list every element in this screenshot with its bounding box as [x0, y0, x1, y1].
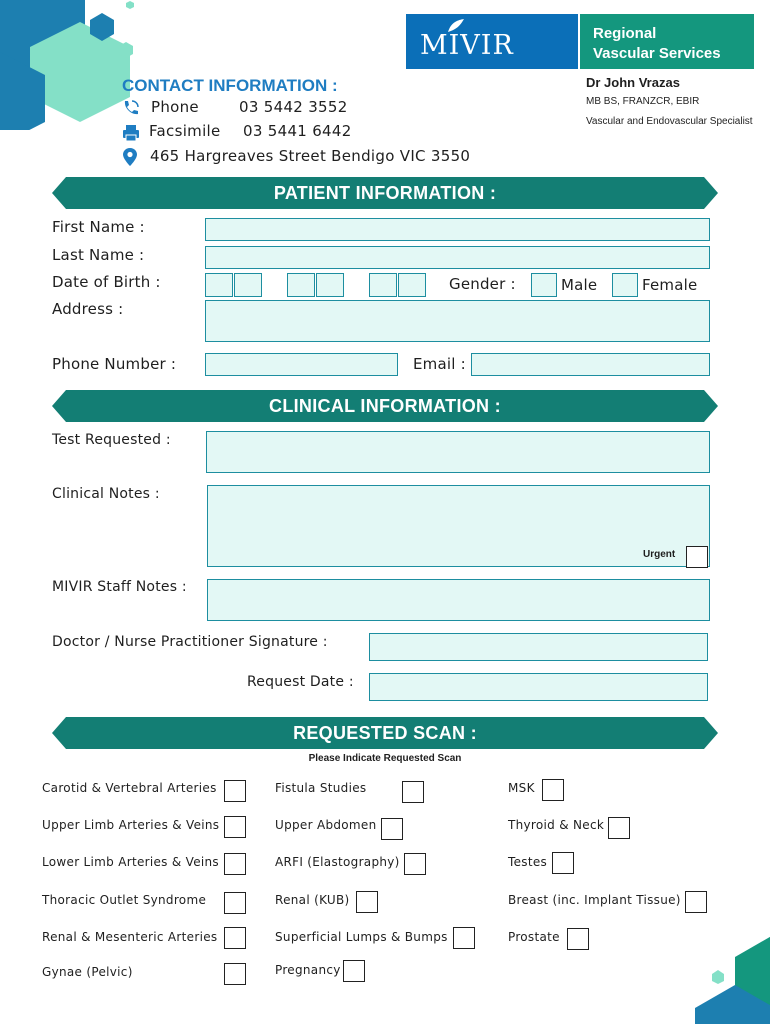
first-name-field[interactable] [205, 218, 710, 241]
phone-number-field[interactable] [205, 353, 398, 376]
dob-month-digit-2[interactable] [316, 273, 344, 297]
service-line1: Regional [593, 25, 657, 42]
request-date-field[interactable] [369, 673, 708, 701]
scan-checkbox-carotid[interactable] [224, 780, 246, 802]
staff-notes-field[interactable] [207, 579, 710, 621]
location-pin-icon [122, 147, 138, 167]
last-name-field[interactable] [205, 246, 710, 269]
clinical-notes-label: Clinical Notes : [52, 486, 160, 502]
dob-day-digit-2[interactable] [234, 273, 262, 297]
decor-hexagons-bottom [690, 920, 770, 1024]
scan-label: Renal & Mesenteric Arteries [42, 930, 218, 944]
phone-value: 03 5442 3552 [239, 98, 348, 116]
scan-label: Superficial Lumps & Bumps [275, 930, 448, 944]
patient-info-banner [52, 177, 718, 209]
patient-info-heading: PATIENT INFORMATION : [273, 183, 497, 203]
email-field[interactable] [471, 353, 710, 376]
scan-checkbox-renal-mesenteric[interactable] [224, 927, 246, 949]
scan-checkbox-arfi[interactable] [404, 853, 426, 875]
signature-field[interactable] [369, 633, 708, 661]
scan-label: Thoracic Outlet Syndrome [42, 893, 207, 907]
scan-checkbox-thyroid[interactable] [608, 817, 630, 839]
address-field[interactable] [205, 300, 710, 342]
scan-label: Thyroid & Neck [508, 818, 605, 832]
dob-label: Date of Birth : [52, 273, 161, 291]
phone-icon [121, 99, 141, 117]
dob-year-digit-2[interactable] [398, 273, 426, 297]
address-text: 465 Hargreaves Street Bendigo VIC 3550 [150, 147, 471, 165]
female-label: Female [642, 276, 698, 294]
phone-label: Phone [151, 98, 199, 116]
scan-label: Carotid & Vertebral Arteries [42, 781, 217, 795]
fax-icon [121, 124, 141, 142]
scan-label: ARFI (Elastography) [275, 855, 400, 869]
scan-label: Upper Limb Arteries & Veins [42, 818, 220, 832]
clinical-notes-field[interactable] [207, 485, 710, 567]
urgent-label: Urgent [643, 549, 676, 560]
dob-year-digit-1[interactable] [369, 273, 397, 297]
scan-checkbox-gynae[interactable] [224, 963, 246, 985]
dob-month-digit-1[interactable] [287, 273, 315, 297]
gender-label: Gender : [449, 275, 516, 293]
test-requested-field[interactable] [206, 431, 710, 473]
dob-day-digit-1[interactable] [205, 273, 233, 297]
service-line2: Vascular Services [593, 45, 721, 62]
scan-label: Gynae (Pelvic) [42, 965, 133, 979]
clinical-info-banner [52, 390, 718, 422]
urgent-checkbox[interactable] [686, 546, 708, 568]
doctor-name: Dr John Vrazas [586, 75, 680, 90]
scan-checkbox-superficial-lumps[interactable] [453, 927, 475, 949]
scan-label: Fistula Studies [275, 781, 367, 795]
request-date-label: Request Date : [247, 674, 354, 690]
requested-scan-heading: REQUESTED SCAN : [293, 723, 477, 743]
scan-checkbox-upper-abdomen[interactable] [381, 818, 403, 840]
clinical-info-heading: CLINICAL INFORMATION : [269, 396, 501, 416]
scan-checkbox-upper-limb[interactable] [224, 816, 246, 838]
fax-label: Facsimile [149, 122, 221, 140]
scan-label: Upper Abdomen [275, 818, 377, 832]
mivir-logo [406, 14, 578, 69]
email-label: Email : [413, 355, 466, 373]
last-name-label: Last Name : [52, 246, 145, 264]
scan-label: Testes [508, 855, 548, 869]
scan-checkbox-renal-kub[interactable] [356, 891, 378, 913]
logo-text: MIVIR [420, 30, 514, 61]
doctor-qualifications: MB BS, FRANZCR, EBIR [586, 96, 700, 107]
contact-title: CONTACT INFORMATION : [122, 76, 338, 95]
scan-checkbox-breast[interactable] [685, 891, 707, 913]
test-requested-label: Test Requested : [52, 432, 171, 448]
scan-label: Renal (KUB) [275, 893, 350, 907]
gender-female-checkbox[interactable] [612, 273, 638, 297]
scan-checkbox-fistula[interactable] [402, 781, 424, 803]
scan-checkbox-prostate[interactable] [567, 928, 589, 950]
scan-instruction: Please Indicate Requested Scan [308, 753, 462, 764]
signature-label: Doctor / Nurse Practitioner Signature : [52, 634, 328, 650]
address-label: Address : [52, 300, 124, 318]
scan-checkbox-msk[interactable] [542, 779, 564, 801]
fax-value: 03 5441 6442 [243, 122, 352, 140]
service-badge [580, 14, 754, 69]
scan-label: Pregnancy [275, 963, 341, 977]
scan-checkbox-testes[interactable] [552, 852, 574, 874]
scan-label: MSK [508, 781, 535, 795]
requested-scan-banner [52, 717, 718, 749]
phone-number-label: Phone Number : [52, 355, 177, 373]
gender-male-checkbox[interactable] [531, 273, 557, 297]
male-label: Male [561, 276, 598, 294]
first-name-label: First Name : [52, 218, 145, 236]
scan-label: Lower Limb Arteries & Veins [42, 855, 219, 869]
scan-checkbox-lower-limb[interactable] [224, 853, 246, 875]
scan-label: Breast (inc. Implant Tissue) [508, 893, 681, 907]
scan-checkbox-thoracic-outlet[interactable] [224, 892, 246, 914]
scan-label: Prostate [508, 930, 560, 944]
scan-checkbox-pregnancy[interactable] [343, 960, 365, 982]
doctor-specialty: Vascular and Endovascular Specialist [586, 116, 753, 127]
staff-notes-label: MIVIR Staff Notes : [52, 579, 187, 595]
